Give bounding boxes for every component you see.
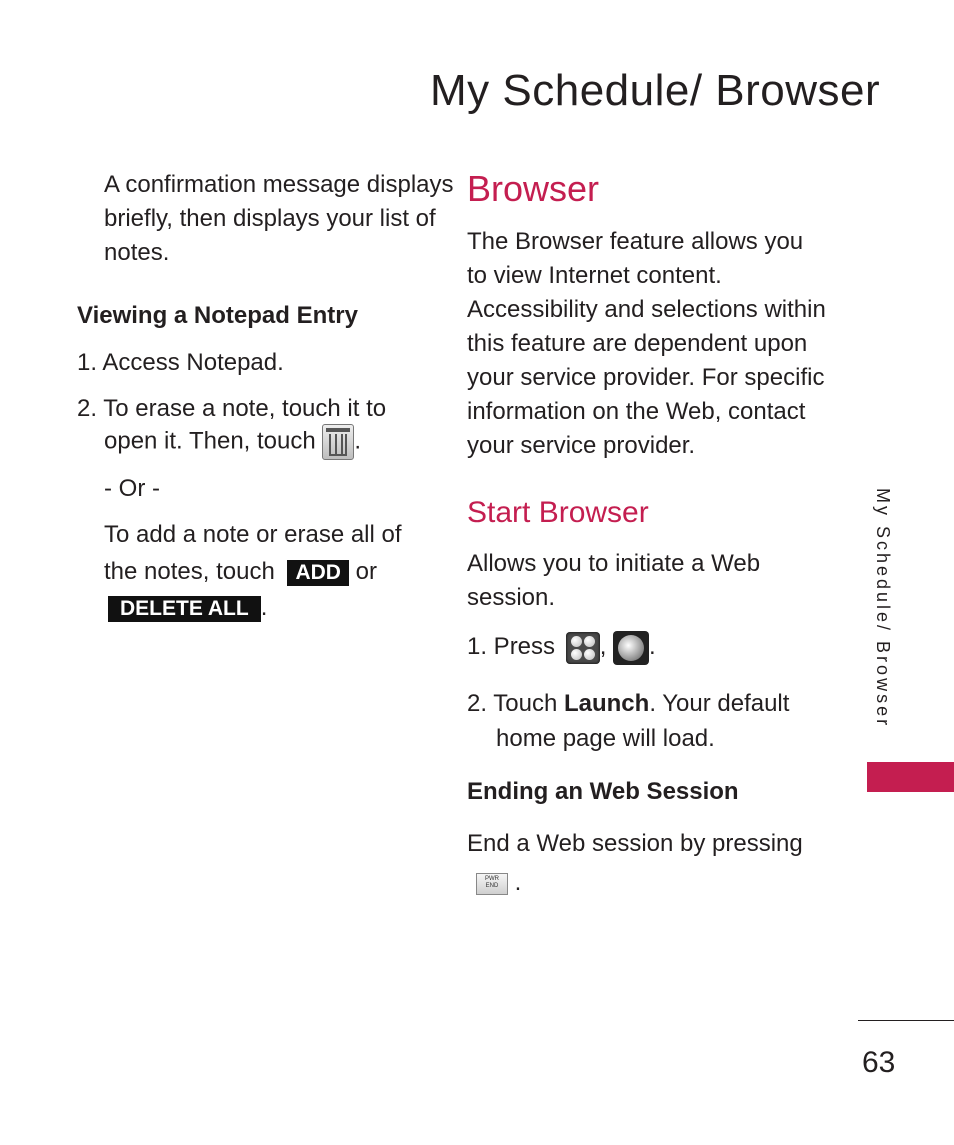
confirmation-line: briefly, then displays your list of	[104, 205, 436, 232]
page-title: My Schedule/ Browser	[430, 66, 881, 115]
start-browser-title: Start Browser	[467, 496, 649, 529]
footer-divider	[858, 1020, 954, 1021]
step-press-period: .	[649, 633, 656, 660]
or-separator: - Or -	[104, 475, 160, 502]
delete-all-line	[108, 591, 267, 625]
confirmation-paragraph	[104, 168, 454, 270]
add-note-line1: To add a note or erase all of	[104, 521, 402, 548]
step-touch-line2: home page will load.	[496, 725, 715, 752]
confirmation-line: A confirmation message displays	[104, 171, 454, 198]
start-browser-line: session.	[467, 584, 556, 611]
add-note-line2	[104, 555, 377, 589]
step-erase-text: open it. Then, touch	[104, 427, 316, 455]
delete-all-period: .	[260, 594, 268, 621]
end-session-line2	[476, 866, 521, 900]
browser-description-line: to view Internet content.	[467, 262, 722, 289]
browser-globe-icon	[613, 631, 649, 665]
step-touch-text: 2. Touch	[467, 690, 558, 717]
add-note-text: the notes, touch	[104, 558, 275, 585]
end-session-period: .	[514, 869, 522, 896]
browser-section-title: Browser	[467, 168, 600, 209]
step-press	[467, 630, 656, 665]
add-softkey: ADD	[287, 560, 349, 586]
trash-icon	[322, 424, 354, 460]
end-key-bottom-label: END	[485, 882, 499, 889]
browser-description-line: your service provider. For specific	[467, 364, 825, 391]
browser-description-line: this feature are dependent upon	[467, 330, 808, 357]
launch-label: Launch	[563, 690, 650, 717]
step-erase-period: .	[354, 427, 362, 455]
browser-description-line: your service provider.	[467, 432, 696, 459]
side-tab-marker	[867, 762, 954, 792]
browser-description	[467, 225, 826, 463]
viewing-notepad-heading: Viewing a Notepad Entry	[77, 302, 358, 329]
confirmation-line: notes.	[104, 239, 170, 266]
step-touch-launch	[467, 687, 789, 721]
side-tab-label: My Schedule/ Browser	[873, 488, 893, 729]
menu-icon	[566, 632, 600, 664]
step-erase-note-line1: 2. To erase a note, touch it to	[77, 395, 387, 422]
browser-description-line: Accessibility and selections within	[467, 296, 826, 323]
step-access-notepad: 1. Access Notepad.	[77, 349, 284, 376]
ending-web-session-heading: Ending an Web Session	[467, 778, 739, 805]
delete-all-softkey: DELETE ALL	[108, 596, 261, 622]
end-key-top-label: PWR	[485, 875, 499, 882]
step-touch-suffix: . Your default	[649, 690, 790, 717]
browser-description-line: information on the Web, contact	[467, 398, 806, 425]
step-erase-note-line2	[104, 424, 361, 460]
add-note-or: or	[355, 558, 377, 585]
start-browser-line: Allows you to initiate a Web	[467, 550, 761, 577]
end-session-line1: End a Web session by pressing	[467, 830, 803, 857]
browser-description-line: The Browser feature allows you	[467, 228, 804, 255]
page-number: 63	[862, 1046, 896, 1079]
step-press-comma: ,	[599, 633, 607, 660]
step-press-text: 1. Press	[467, 633, 556, 660]
end-key-icon	[476, 873, 508, 895]
start-browser-description	[467, 547, 760, 615]
